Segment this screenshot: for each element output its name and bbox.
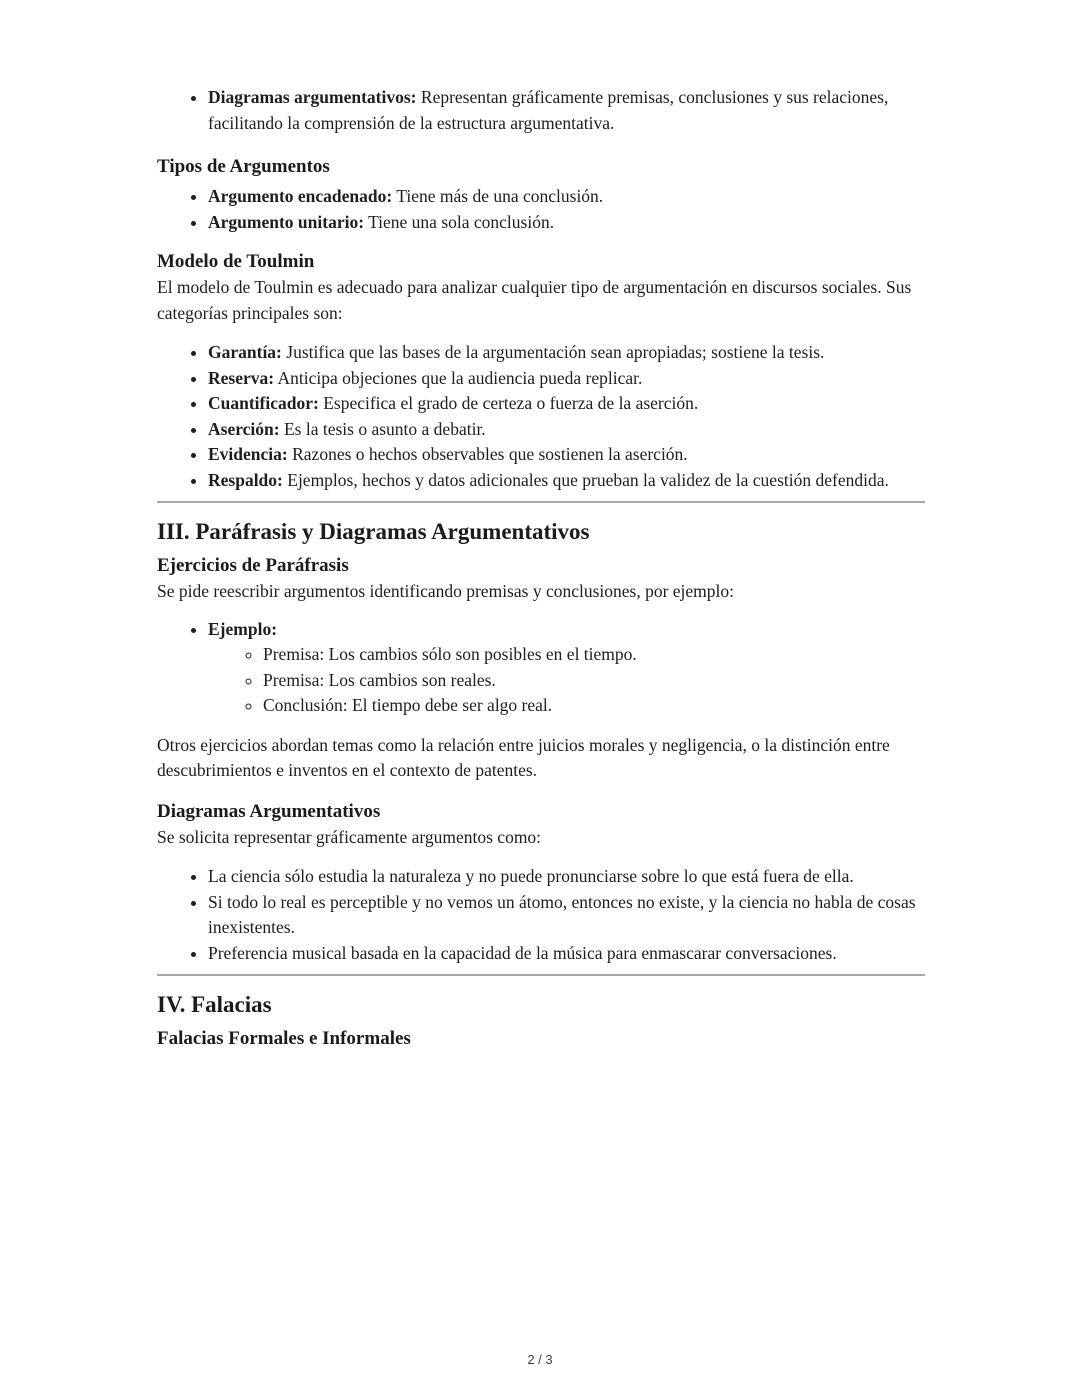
toulmin-bullet-list (157, 340, 925, 493)
term-description: Tiene más de una conclusión. (392, 186, 604, 206)
term-label: Argumento unitario: (208, 211, 365, 232)
term-description: Tiene una sola conclusión. (364, 211, 555, 232)
list-item (208, 864, 925, 890)
list-item (208, 617, 925, 719)
section-heading-parafrasis-y-diagramas: III. Paráfrasis y Diagramas Argumentativos (157, 519, 590, 544)
term-description: Especifica el grado de certeza o fuerza de la aserción. (318, 393, 699, 413)
item-text: Preferencia musical basada en la capacidad de la música para enmascarar conversaciones. (208, 942, 837, 963)
subsection-heading-falacias-formales-e-informales: Falacias Formales e Informales (157, 1028, 411, 1049)
term-label: Ejemplo: (208, 618, 278, 639)
paragraph: El modelo de Toulmin es adecuado para analizar cualquier tipo de argumentación en discursos sociales. Sus categorías principales son: (157, 277, 912, 323)
tipos-bullet-list (157, 184, 925, 235)
term-description: Anticipa objeciones que la audiencia pueda replicar. (274, 367, 643, 388)
list-item (208, 391, 925, 417)
subsection-heading-modelo-de-toulmin: Modelo de Toulmin (157, 251, 315, 272)
sub-list-item (263, 693, 925, 719)
diagramas-bullet-list (157, 864, 925, 966)
paragraph: Otros ejercicios abordan temas como la relación entre juicios morales y negligencia, o la distinción entre descubrimientos e inventos en el contexto de patentes. (157, 734, 890, 780)
section-heading-falacias: IV. Falacias (157, 992, 272, 1017)
term-label: Diagramas argumentativos: (208, 87, 417, 107)
term-description: Ejemplos, hechos y datos adicionales que prueban la validez de la cuestión defendida. (282, 469, 889, 490)
list-item (208, 340, 925, 366)
list-item (208, 417, 925, 443)
sub-item-text: Premisa: Los cambios sólo son posibles en el tiempo. (263, 644, 637, 664)
term-label: Cuantificador: (208, 393, 319, 413)
term-label: Reserva: (208, 367, 275, 388)
term-description: Razones o hechos observables que sostienen la aserción. (287, 444, 688, 464)
ejemplo-bullet-list (157, 617, 925, 719)
list-item (208, 366, 925, 392)
term-description: Justifica que las bases de la argumentación sean apropiadas; sostiene la tesis. (281, 342, 825, 362)
term-label: Argumento encadenado: (208, 186, 393, 206)
term-description: Representan gráficamente premisas, conclusiones y sus relaciones, facilitando la comprensión de la estructura argumentativa. (208, 87, 889, 133)
subsection-heading-tipos-de-argumentos: Tipos de Argumentos (157, 156, 330, 177)
term-label: Aserción: (208, 418, 280, 439)
sub-item-text: Premisa: Los cambios son reales. (263, 669, 496, 690)
term-label: Garantía: (208, 342, 282, 362)
term-label: Evidencia: (208, 444, 288, 464)
section-divider (157, 501, 925, 503)
list-item (208, 210, 925, 236)
item-text: Si todo lo real es perceptible y no vemos un átomo, entonces no existe, y la ciencia no habla de cosas inexistentes. (208, 891, 916, 937)
subsection-heading-ejercicios-de-parafrasis: Ejercicios de Paráfrasis (157, 555, 349, 576)
term-label: Respaldo: (208, 469, 283, 490)
paragraph: Se pide reescribir argumentos identificando premisas y conclusiones, por ejemplo: (157, 581, 735, 601)
intro-bullet-list (157, 85, 925, 136)
paragraph: Se solicita representar gráficamente argumentos como: (157, 826, 542, 847)
list-item (208, 468, 925, 494)
sub-item-text: Conclusión: El tiempo debe ser algo real. (263, 695, 553, 715)
subsection-heading-diagramas-argumentativos: Diagramas Argumentativos (157, 800, 381, 822)
sub-list-item (263, 642, 925, 668)
footer-page-number: 2 / 3 (527, 1352, 553, 1367)
list-item (208, 442, 925, 468)
list-item (208, 184, 925, 210)
sub-list-item (263, 668, 925, 694)
list-item (208, 890, 925, 941)
term-description: Es la tesis o asunto a debatir. (279, 418, 486, 439)
section-divider (157, 974, 925, 976)
ejemplo-sub-list (208, 642, 925, 719)
list-item (208, 85, 925, 136)
item-text: La ciencia sólo estudia la naturaleza y no puede pronunciarse sobre lo que está fuera de ella. (208, 866, 854, 886)
list-item (208, 941, 925, 967)
